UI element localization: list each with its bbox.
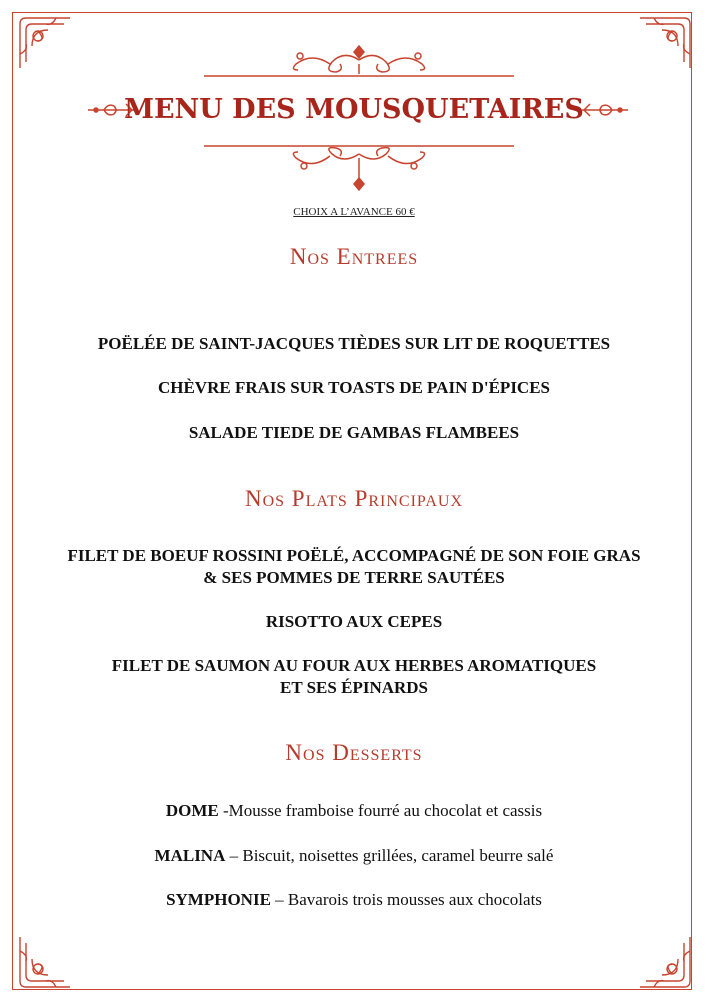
section-heading-desserts: Nos Desserts (285, 740, 423, 765)
plat-item (0, 655, 708, 699)
corner-ornament-icon (638, 16, 692, 70)
dessert-name: MALINA (154, 846, 226, 865)
price-subtitle: CHOIX A L’AVANCE 60 € (293, 206, 415, 218)
plat-item-line: & SES POMMES DE TERRE SAUTÉES (203, 568, 505, 587)
plat-item (0, 545, 708, 589)
dessert-description: -Mousse framboise fourré au chocolat et cassis (218, 801, 543, 820)
corner-ornament-icon (638, 935, 692, 989)
plat-item-line: ET SES ÉPINARDS (279, 678, 429, 697)
section-heading-plats: Nos Plats Principaux (244, 486, 464, 511)
corner-ornament-icon (18, 16, 72, 70)
dessert-item (0, 889, 708, 911)
dessert-description: – Biscuit, noisettes grillées, caramel beurre salé (225, 846, 554, 865)
plat-item-line: RISOTTO AUX CEPES (265, 612, 443, 631)
plat-item (0, 611, 708, 633)
dessert-name: SYMPHONIE (166, 890, 271, 909)
dessert-description: – Bavarois trois mousses aux chocolats (270, 890, 542, 909)
top-flourish-icon (204, 42, 514, 82)
entree-item: SALADE TIEDE DE GAMBAS FLAMBEES (188, 423, 520, 442)
page-title: MENU DES MOUSQUETAIRES (124, 94, 584, 125)
bottom-flourish-icon (204, 140, 514, 194)
dessert-name: DOME (165, 801, 219, 820)
plat-item-line: FILET DE BOEUF ROSSINI POËLÉ, ACCOMPAGNÉ DE SON FOIE GRAS (67, 546, 641, 565)
plat-item-line: FILET DE SAUMON AU FOUR AUX HERBES AROMATIQUES (111, 656, 597, 675)
entree-item: POËLÉE DE SAINT-JACQUES TIÈDES SUR LIT DE ROQUETTES (97, 334, 611, 353)
corner-ornament-icon (18, 935, 72, 989)
dessert-item (0, 845, 708, 867)
section-heading-entrees: Nos Entrees (289, 244, 419, 269)
entree-item: CHÈVRE FRAIS SUR TOASTS DE PAIN D'ÉPICES (157, 378, 551, 397)
dessert-item (0, 800, 708, 822)
